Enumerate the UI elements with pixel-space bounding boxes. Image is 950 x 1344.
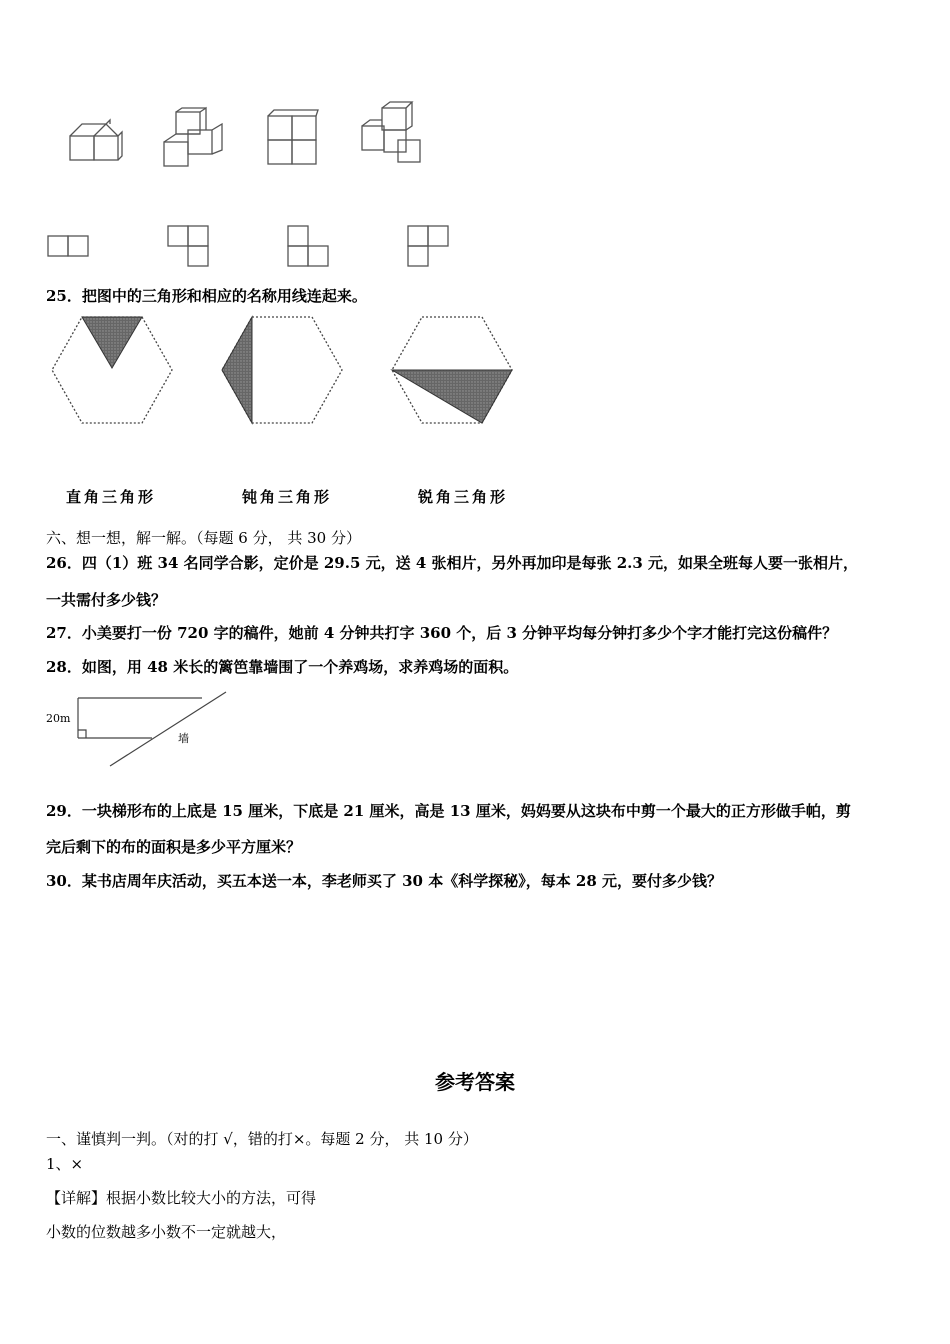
hexagon-triangle-figures (0, 312, 950, 432)
question-30: 30．某书店周年庆活动，买五本送一本，李老师买了 30 本《科学探秘》，每本 28 元，要付多少钱？ (46, 872, 723, 890)
question-29-line-2: 完后剩下的布的面积是多少平方厘米？ (46, 838, 302, 856)
cube-figures-row (0, 0, 950, 200)
answer-detail-line-2: 小数的位数越多小数不一定就越大， (46, 1223, 287, 1241)
hexagon-3 (392, 317, 512, 423)
answers-section-1-heading: 一、谨慎判一判。（对的打 √，错的打×。每题 2 分， 共 10 分） (46, 1130, 478, 1148)
view-figure-2 (168, 226, 208, 266)
triangle-name-acute: 锐角三角形 (418, 488, 509, 506)
cube-figure-4 (362, 102, 420, 162)
view-figure-4 (408, 226, 448, 266)
answer-detail: 【详解】根据小数比较大小的方法，可得 (46, 1189, 317, 1207)
side-length-label: 20m (46, 712, 71, 725)
wall-label: 墙 (178, 732, 189, 745)
hexagon-1 (52, 317, 172, 423)
view-figure-1 (48, 236, 88, 256)
answers-title: 参考答案 (435, 1070, 515, 1094)
question-27: 27．小美要打一份 720 字的稿件，她前 4 分钟共打字 360 个，后 3 分钟平均每分钟打多少个字才能打完这份稿件？ (46, 624, 838, 642)
section-6-heading: 六、想一想，解一解。（每题 6 分， 共 30 分） (46, 529, 361, 547)
cube-figure-2 (164, 108, 222, 166)
triangle-name-obtuse: 钝角三角形 (242, 488, 333, 506)
question-26-line-1: 26．四（1）班 34 名同学合影，定价是 29.5 元，送 4 张相片，另外再加印是每张 2.3 元，如果全班每人要一张相片， (46, 554, 859, 572)
question-26-line-2: 一共需付多少钱？ (46, 591, 167, 609)
cube-figure-3 (268, 110, 318, 164)
hexagon-2 (222, 317, 342, 423)
question-28: 28．如图，用 48 米长的篱笆靠墙围了一个养鸡场，求养鸡场的面积。 (46, 658, 519, 676)
triangle-name-right: 直角三角形 (66, 488, 157, 506)
cube-figure-1 (70, 120, 122, 160)
question-25: 25．把图中的三角形和相应的名称用线连起来。 (46, 287, 367, 305)
view-figure-3 (288, 226, 328, 266)
question-29-line-1: 29．一块梯形布的上底是 15 厘米，下底是 21 厘米，高是 13 厘米，妈妈要从这块布中剪一个最大的正方形做手帕，剪 (46, 802, 851, 820)
answer-item-1: 1、× (46, 1155, 84, 1173)
chicken-yard-figure (40, 686, 280, 776)
